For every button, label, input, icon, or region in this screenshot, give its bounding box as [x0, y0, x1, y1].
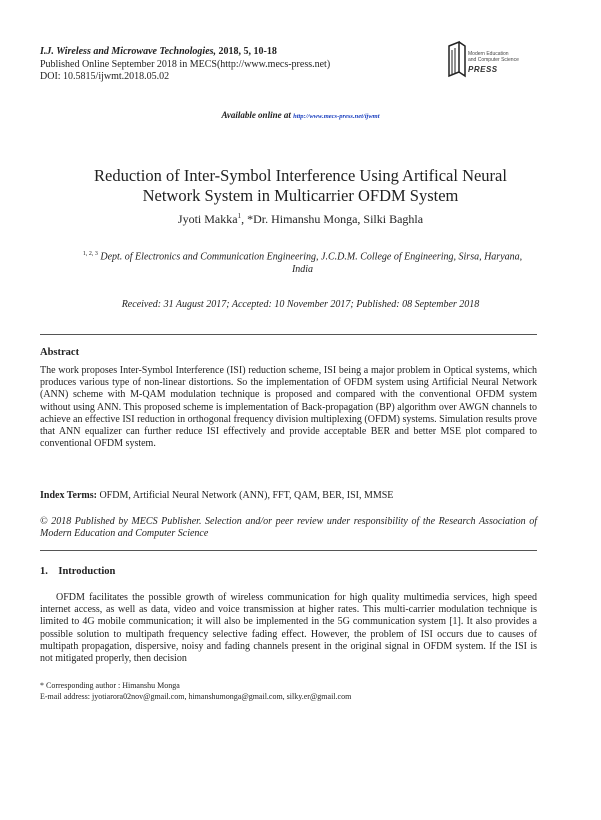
journal-title: I.J. Wireless and Microwave Technologies, [40, 46, 217, 57]
email-addresses: E-mail address: jyotiarora02nov@gmail.com, himanshumonga@gmail.com, silky.er@gmail.com [40, 691, 352, 701]
paper-title: Reduction of Inter-Symbol Interference Using Artifical Neural Network System in Multicarrier OFDM System [94, 166, 507, 205]
introduction-heading: 1. Introduction [40, 566, 116, 577]
footnote [40, 681, 537, 702]
doi: DOI: 10.5815/ijwmt.2018.05.02 [40, 71, 170, 82]
index-terms [40, 490, 537, 502]
author-1: Jyoti Makka [177, 212, 238, 226]
journal-header [40, 46, 330, 84]
availability [0, 110, 601, 120]
published-online: Published Online September 2018 in MECS(http://www.mecs-press.net) [40, 58, 331, 70]
journal-citation [40, 46, 330, 59]
abstract-heading: Abstract [40, 347, 80, 358]
divider [40, 550, 537, 551]
authors [40, 212, 561, 227]
availability-label: Available online at [221, 110, 291, 120]
abstract-text: The work proposes Inter-Symbol Interference (ISI) reduction scheme, ISI being a major problem in Optical systems, which produces various type of non-linear distortions. So the implementation of OFDM system using Artificial Neural Network (ANN) scheme with M-QAM modulation technique is proposed and compared with the conventional OFDM system without using ANN. This proposed scheme is implementation of Back-propagation (BP) algorithm over AWGN channels to achieve an effective ISI reduction in orthogonal frequency division multiplexing (OFDM) systems. Simulation results prove that ANN equalizer can further reduce ISI effectively and provide acceptable BER and better MSE plot compared to conventional OFDM system. [40, 365, 537, 450]
journal-issue: 2018, 5, 10-18 [218, 46, 277, 57]
introduction-text: OFDM facilitates the possible growth of wireless communication for high quality multimedia services, high speed internet access, as well as data, video and voice transmission at higher rates. This multi-carrier modulation technique is limited to 4G mobile communication; it will also be implemented in the 5G communication system [1]. It also provides a possible solution to multipath frequency selective fading effect. However, the problem of ISI occurs due to causes of multipath propagation, dispersive, noisy and fading channels present in the original signal in OFDM system. If the ISI is not mitigated properly, then decision [40, 592, 537, 665]
index-terms-values: OFDM, Artificial Neural Network (ANN), FFT, QAM, BER, ISI, MMSE [96, 490, 394, 501]
authors-rest: , *Dr. Himanshu Monga, Silki Baghla [241, 212, 424, 226]
corresponding-author: * Corresponding author : Himanshu Monga [40, 681, 180, 690]
received-dates: Received: 31 August 2017; Accepted: 10 November 2017; Published: 08 September 2018 [121, 299, 480, 310]
divider [40, 334, 537, 335]
affiliation-sup: 1, 2, 3 [82, 251, 98, 257]
publisher-logo [446, 40, 558, 82]
copyright-notice: © 2018 Published by MECS Publisher. Selection and/or peer review under responsibility of the Research Association of Modern Education and Computer Science [40, 516, 537, 540]
logo-text: Modern Education and Computer Science [468, 51, 519, 63]
journal-url-link[interactable]: http://www.mecs-press.net/ijwmt [293, 113, 380, 120]
affiliation: $^{1, 2, 3}$ Dept. of Electronics and Communication Engineering, J.C.D.M. College of Engineering, Sirsa, Haryana, India [82, 251, 523, 276]
author-1-sup: 1 [237, 212, 242, 220]
logo-press: PRESS [468, 65, 498, 74]
book-icon [446, 40, 468, 80]
index-terms-label: Index Terms: [40, 490, 97, 501]
